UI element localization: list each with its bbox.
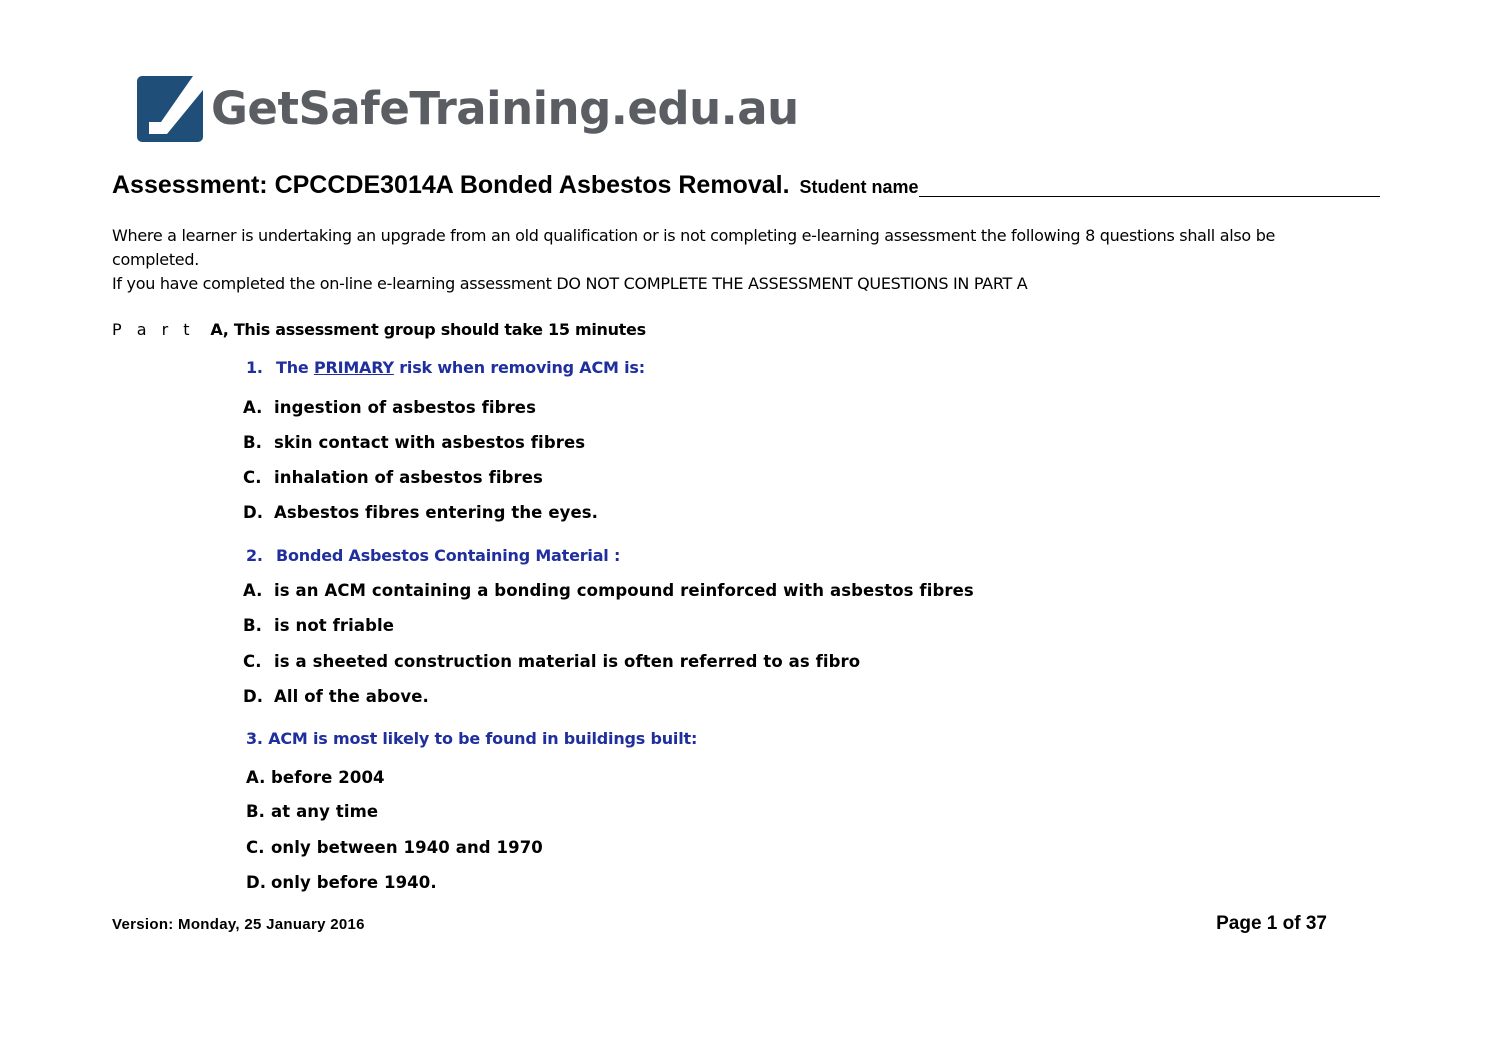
student-name-label: Student name [799,177,919,197]
option-text: is not friable [274,616,395,635]
q3-option-c[interactable] [246,838,543,857]
intro-line-2-emphasis: DO NOT COMPLETE THE ASSESSMENT QUESTIONS IN PART A [556,274,1028,293]
option-letter: A. [243,398,263,417]
question-2 [246,546,620,565]
part-label: P a r t [112,320,195,339]
option-text: only before 1940. [271,873,437,892]
q2-option-a[interactable] [243,581,974,600]
option-letter: D. [246,873,267,892]
option-letter: D. [243,503,264,522]
intro-text [112,224,1332,296]
question-number: 1. [246,358,263,377]
question-text: ACM is most likely to be found in buildings built: [268,729,698,748]
option-text: only between 1940 and 1970 [271,838,543,857]
part-text: , This assessment group should take 15 minutes [222,320,646,339]
option-letter: B. [243,433,263,452]
question-number: 2. [246,546,263,565]
question-text-after: risk when removing ACM is: [393,358,645,377]
option-letter: B. [246,802,266,821]
q3-option-a[interactable] [246,768,385,787]
option-text: Asbestos fibres entering the eyes. [274,503,599,522]
q1-option-c[interactable] [243,468,543,487]
q2-option-b[interactable] [243,616,394,635]
footer-page-number: Page 1 of 37 [1216,913,1327,934]
intro-line-2 [112,272,1332,296]
q1-option-b[interactable] [243,433,585,452]
q3-option-d[interactable] [246,873,437,892]
option-text: ingestion of asbestos fibres [274,398,537,417]
question-text-before: The [276,358,314,377]
footer-version: Version: Monday, 25 January 2016 [112,916,365,933]
part-heading [112,320,646,339]
brand-logo [137,76,799,142]
q2-option-d[interactable] [243,687,429,706]
question-3 [246,729,697,748]
q1-option-a[interactable] [243,398,536,417]
option-text: is a sheeted construction material is often referred to as fibro [274,652,861,671]
option-text: at any time [271,802,379,821]
checkmark-logo-icon [137,76,203,142]
title-row [112,170,1380,200]
option-letter: C. [246,838,265,857]
q1-option-d[interactable] [243,503,598,522]
option-text: skin contact with asbestos fibres [274,433,586,452]
option-letter: C. [243,652,262,671]
intro-line-1: Where a learner is undertaking an upgrade from an old qualification or is not completing e-learning assessment the following 8 questions shall also be completed. [112,226,1276,269]
student-name-field[interactable] [919,195,1380,197]
intro-line-2-prefix: If you have completed the on-line e-learning assessment [112,274,557,293]
option-letter: C. [243,468,262,487]
part-letter: A [210,320,223,339]
q3-option-b[interactable] [246,802,378,821]
option-text: All of the above. [274,687,429,706]
option-text: inhalation of asbestos fibres [274,468,543,487]
option-text: is an ACM containing a bonding compound reinforced with asbestos fibres [274,581,974,600]
option-letter: A. [246,768,266,787]
option-text: before 2004 [271,768,385,787]
q2-option-c[interactable] [243,652,860,671]
page-title: Assessment: CPCCDE3014A Bonded Asbestos Removal. [112,171,790,199]
question-number: 3. [246,729,263,748]
option-letter: B. [243,616,263,635]
question-1 [246,358,645,377]
brand-name: GetSafeTraining.edu.au [211,82,799,135]
question-text-underlined: PRIMARY [313,358,394,377]
option-letter: D. [243,687,264,706]
question-text: Bonded Asbestos Containing Material : [276,546,621,565]
option-letter: A. [243,581,263,600]
